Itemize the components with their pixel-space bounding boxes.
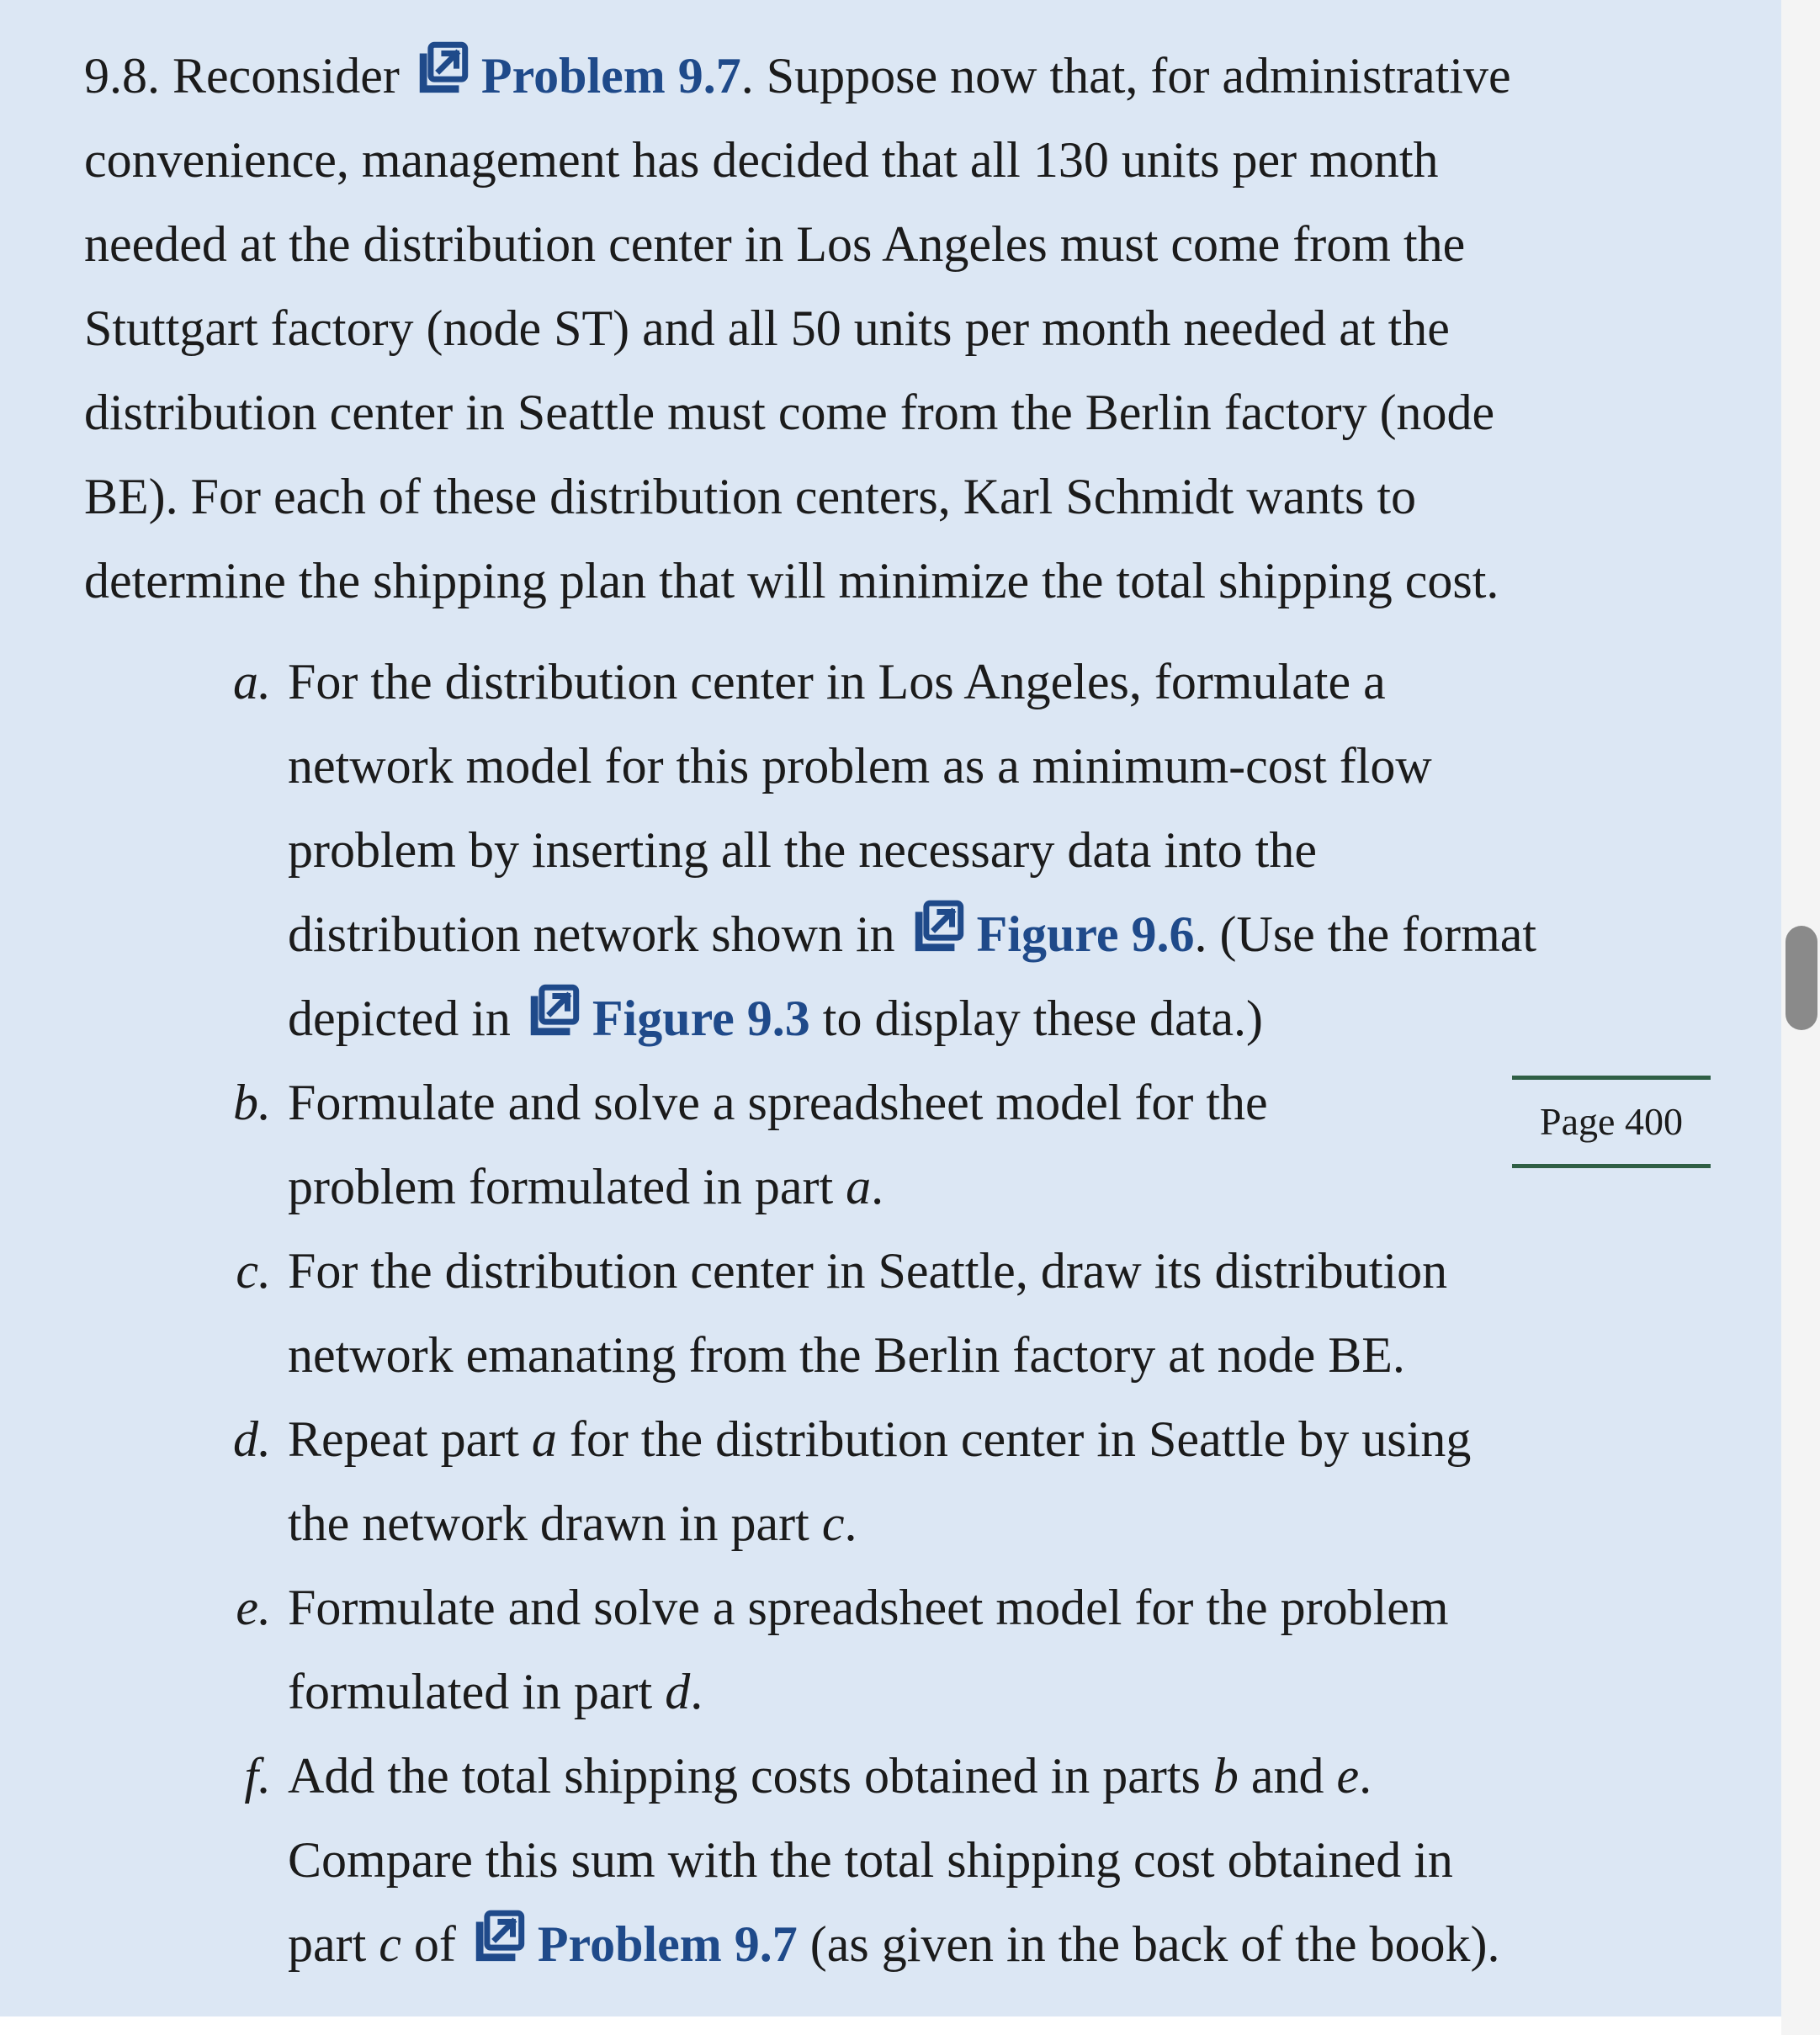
part-f: f. Add the total shipping costs obtained in parts b and e. Compare this sum with the total shipping cost obtained in part c of Problem 9.7 (as given in the back of the book). — [84, 1734, 1733, 1986]
part-label: e. — [236, 1580, 271, 1635]
part-a: a. For the distribution center in Los Angeles, formulate a network model for this problem as a minimum-cost flow problem by inserting all the necessary data into the distribution network shown in Figure 9.6. (Use the format depicted in Figure 9.3 to display these data.) — [84, 640, 1733, 1060]
problem-9-7-link-2[interactable]: Problem 9.7 — [469, 1916, 798, 1972]
part-label: c. — [236, 1243, 271, 1299]
external-link-icon — [523, 981, 582, 1040]
problem-line-7: determine the shipping plan that will minimize the total shipping cost. — [84, 553, 1499, 608]
problem-line-3: needed at the distribution center in Los Angeles must come from the — [84, 216, 1466, 272]
problem-line-4: Stuttgart factory (node ST) and all 50 units per month needed at the — [84, 300, 1450, 356]
problem-line-2: convenience, management has decided that all 130 units per month — [84, 132, 1439, 188]
problem-number: 9.8. — [84, 48, 160, 104]
part-label: f. — [244, 1748, 271, 1804]
part-c: c. For the distribution center in Seattle, draw its distribution network emanating from the Berlin factory at node BE. — [84, 1229, 1733, 1397]
page-number-marker: Page 400 — [1512, 1076, 1711, 1168]
external-link-icon — [412, 39, 471, 98]
problem-statement — [84, 34, 1733, 623]
part-d: d. Repeat part a for the distribution center in Seattle by using the network drawn in part c. — [84, 1397, 1733, 1565]
problem-parts-list — [84, 640, 1733, 1986]
part-e: e. Formulate and solve a spreadsheet model for the problem formulated in part d. — [84, 1565, 1733, 1734]
part-label: d. — [233, 1411, 271, 1467]
scrollbar-thumb[interactable] — [1786, 926, 1817, 1030]
part-b: b. Formulate and solve a spreadsheet model for the problem formulated in part a. — [84, 1060, 1733, 1229]
problem-line-6: BE). For each of these distribution centers, Karl Schmidt wants to — [84, 469, 1416, 524]
problem-line-5: distribution center in Seattle must come from the Berlin factory (node — [84, 385, 1495, 440]
problem-9-7-link[interactable]: Problem 9.7 — [412, 48, 741, 104]
part-label: b. — [233, 1075, 271, 1130]
problem-line-1: 9.8. Reconsider Problem 9.7. Suppose now that, for administrative — [84, 34, 1733, 118]
external-link-icon — [469, 1907, 528, 1966]
external-link-icon — [908, 897, 967, 956]
part-label: a. — [233, 654, 271, 709]
figure-9-6-link[interactable]: Figure 9.6 — [908, 906, 1195, 962]
figure-9-3-link[interactable]: Figure 9.3 — [523, 991, 810, 1046]
